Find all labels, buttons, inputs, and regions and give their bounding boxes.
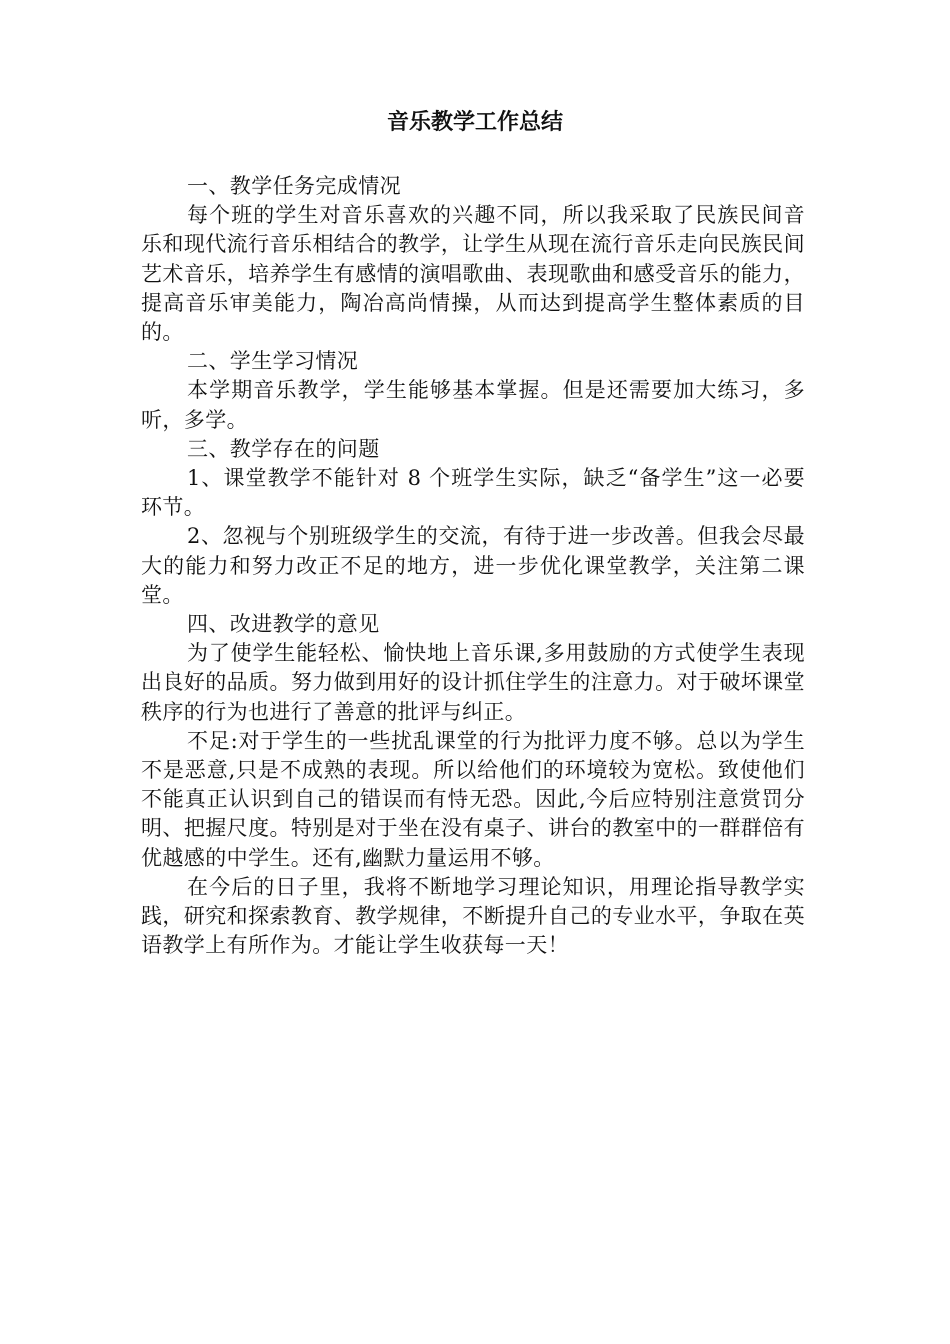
body-paragraph: 2、忽视与个别班级学生的交流，有待于进一步改善。但我会尽最大的能力和努力改正不足的地方，进一步优化课堂教学，关注第二课堂。 bbox=[141, 524, 805, 607]
section-heading-3: 三、教学存在的问题 bbox=[187, 436, 380, 461]
page-title: 音乐教学工作总结 bbox=[386, 110, 563, 135]
document-body bbox=[141, 172, 805, 960]
body-paragraph: 本学期音乐教学，学生能够基本掌握。但是还需要加大练习，多听，多学。 bbox=[141, 378, 805, 432]
section-heading-2: 二、学生学习情况 bbox=[187, 349, 359, 374]
body-paragraph: 每个班的学生对音乐喜欢的兴趣不同，所以我采取了民族民间音乐和现代流行音乐相结合的教学，让学生从现在流行音乐走向民族民间艺术音乐，培养学生有感情的演唱歌曲、表现歌曲和感受音乐的能力，提高音乐审美能力，陶冶高尚情操，从而达到提高学生整体素质的目的。 bbox=[141, 203, 805, 345]
section-heading-1: 一、教学任务完成情况 bbox=[187, 174, 401, 198]
body-paragraph: 不足:对于学生的一些扰乱课堂的行为批评力度不够。总以为学生不是恶意,只是不成熟的表现。所以给他们的环境较为宽松。致使他们不能真正认识到自己的错误而有恃无恐。因此,今后应特别注意赏罚分明、把握尺度。特别是对于坐在没有桌子、讲台的教室中的一群群倍有优越感的中学生。还有,幽默力量运用不够。 bbox=[141, 728, 805, 870]
body-paragraph: 1、课堂教学不能针对 8 个班学生实际，缺乏“备学生”这一必要环节。 bbox=[141, 466, 805, 520]
section-heading-4: 四、改进教学的意见 bbox=[187, 612, 380, 637]
body-paragraph: 为了使学生能轻松、愉快地上音乐课,多用鼓励的方式使学生表现出良好的品质。努力做到用好的设计抓住学生的注意力。对于破坏课堂秩序的行为也进行了善意的批评与纠正。 bbox=[141, 641, 805, 724]
body-paragraph: 在今后的日子里，我将不断地学习理论知识，用理论指导教学实践，研究和探索教育、教学规律，不断提升自己的专业水平，争取在英语教学上有所作为。才能让学生收获每一天！ bbox=[141, 874, 805, 958]
